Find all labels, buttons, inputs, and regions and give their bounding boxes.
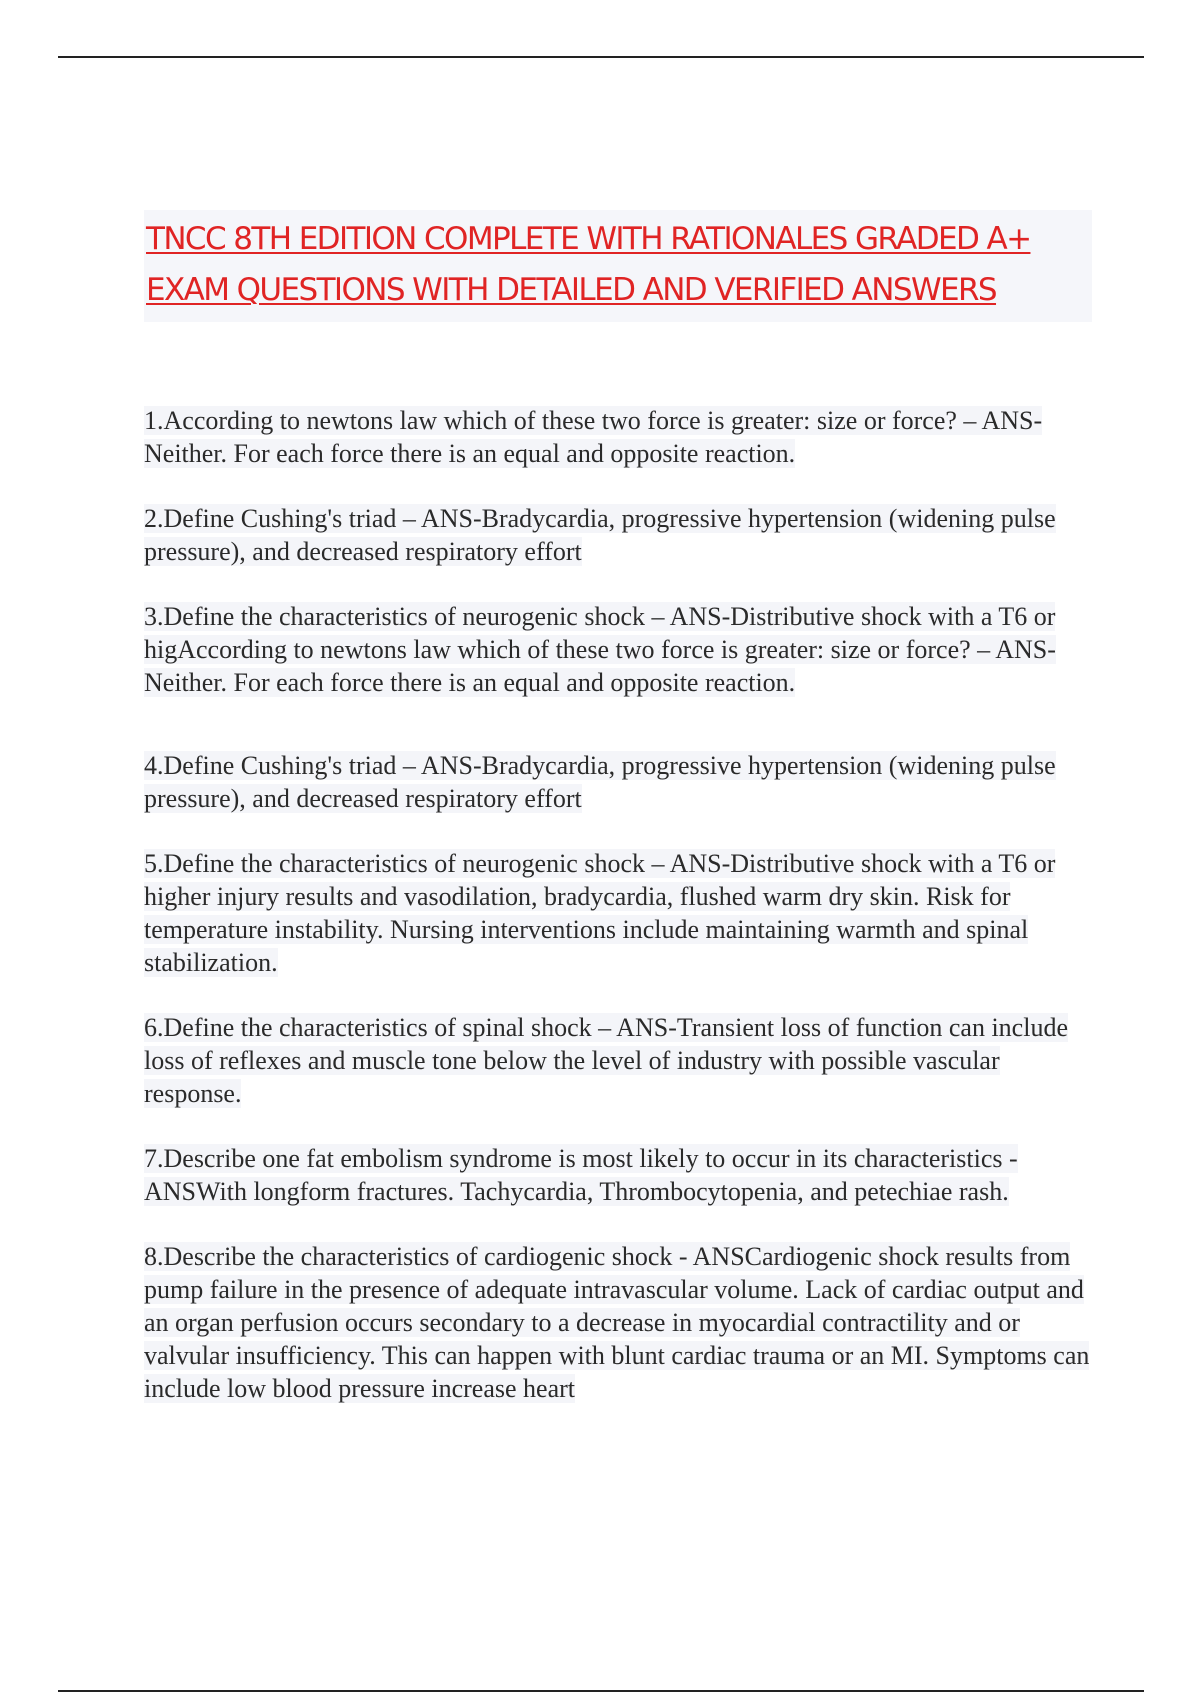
question-item bbox=[144, 1240, 1094, 1405]
question-text: 8.Describe the characteristics of cardiogenic shock - ANSCardiogenic shock results from pump failure in the presence of adequate intravascular volume. Lack of cardiac output and an organ perfusion occurs secondary to a decrease in myocardial contractility and or valvular insufficiency. This can happen with blunt cardiac trauma or an MI. Symptoms can include low blood pressure increase heart bbox=[144, 1242, 1090, 1403]
question-item bbox=[144, 600, 1094, 699]
top-rule bbox=[58, 56, 1144, 58]
question-item bbox=[144, 847, 1094, 979]
question-text: 2.Define Cushing's triad – ANS-Bradycardia, progressive hypertension (widening pulse pressure), and decreased respiratory effort bbox=[144, 504, 1056, 566]
document-title: TNCC 8TH EDITION COMPLETE WITH RATIONALES GRADED A+ EXAM QUESTIONS WITH DETAILED AND VERIFIED ANSWERS bbox=[146, 221, 1031, 308]
question-item bbox=[144, 749, 1094, 815]
question-text: 7.Describe one fat embolism syndrome is most likely to occur in its characteristics - ANSWith longform fractures. Tachycardia, Thrombocytopenia, and petechiae rash. bbox=[144, 1144, 1018, 1206]
question-item bbox=[144, 404, 1094, 470]
question-text: 1.According to newtons law which of these two force is greater: size or force? – ANS-Neither. For each force there is an equal and opposite reaction. bbox=[144, 406, 1043, 468]
question-item bbox=[144, 1142, 1094, 1208]
bottom-rule bbox=[58, 1690, 1144, 1692]
question-item bbox=[144, 502, 1094, 568]
question-text: 4.Define Cushing's triad – ANS-Bradycardia, progressive hypertension (widening pulse pressure), and decreased respiratory effort bbox=[144, 751, 1056, 813]
question-text: 3.Define the characteristics of neurogenic shock – ANS-Distributive shock with a T6 or higAccording to newtons law which of these two force is greater: size or force? – ANS-Neither. For each force there is an equal and opposite reaction. bbox=[144, 602, 1056, 697]
question-item bbox=[144, 1011, 1094, 1110]
question-list bbox=[144, 404, 1094, 1437]
title-block bbox=[144, 210, 1092, 322]
question-text: 5.Define the characteristics of neurogenic shock – ANS-Distributive shock with a T6 or higher injury results and vasodilation, bradycardia, flushed warm dry skin. Risk for temperature instability. Nursing interventions include maintaining warmth and spinal stabilization. bbox=[144, 849, 1056, 977]
question-text: 6.Define the characteristics of spinal shock – ANS-Transient loss of function can include loss of reflexes and muscle tone below the level of industry with possible vascular response. bbox=[144, 1013, 1068, 1108]
